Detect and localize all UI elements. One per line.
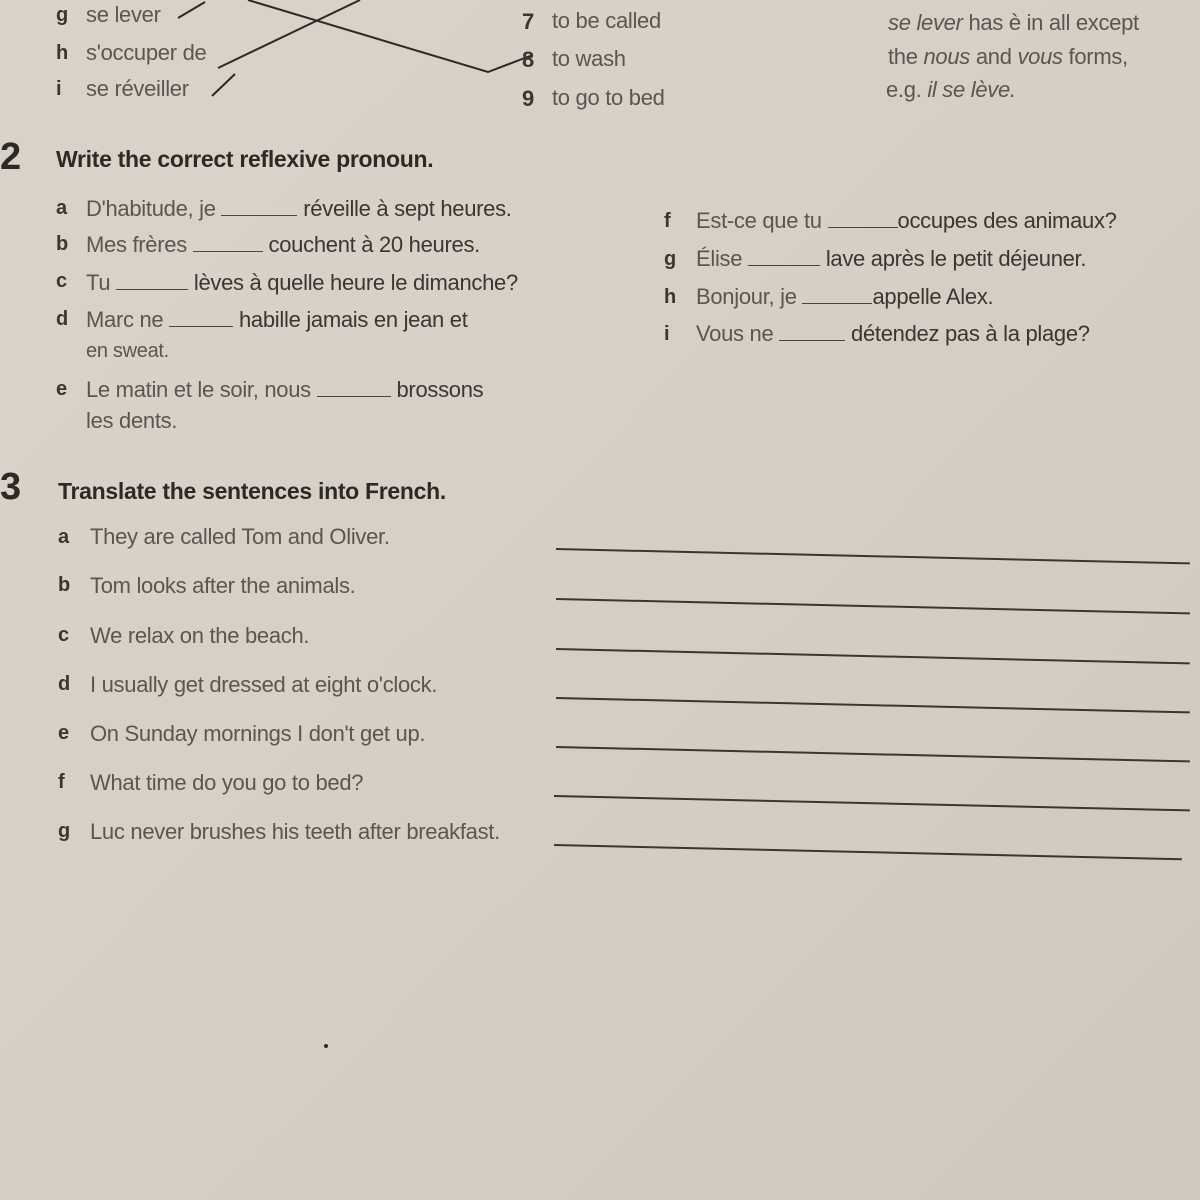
ex3-letter-e: e [58, 722, 70, 744]
ex3-text-d: I usually get dressed at eight o'clock. [90, 672, 438, 697]
ex2-blank-g[interactable] [748, 247, 820, 266]
ex2-letter-a: a [56, 197, 68, 219]
ex3-text-f: What time do you go to bed? [90, 770, 364, 795]
ex3-letter-b: b [58, 574, 71, 596]
grammar-note-line-3: e.g. il se lève. [886, 77, 1016, 102]
ex2-letter-g: g [664, 248, 677, 270]
ex3-text-g: Luc never brushes his teeth after breakfast. [90, 819, 500, 844]
ex2-item-d-line2: en sweat. [86, 340, 169, 362]
ex2-blank-a[interactable] [221, 197, 297, 216]
ex2-item-a: D'habitude, je réveille à sept heures. [86, 196, 512, 221]
ex3-text-a: They are called Tom and Oliver. [90, 524, 390, 549]
ex2-item-h: Bonjour, je appelle Alex. [696, 284, 994, 309]
ex2-letter-h: h [664, 286, 677, 308]
ex2-item-c: Tu lèves à quelle heure le dimanche? [86, 270, 518, 295]
ex3-letter-c: c [58, 624, 70, 646]
ex2-letter-b: b [56, 233, 69, 255]
match-right-num-7: 7 [522, 9, 535, 34]
ex2-item-e: Le matin et le soir, nous brossons [86, 377, 484, 402]
ex2-blank-c[interactable] [116, 271, 188, 290]
ex3-letter-f: f [58, 771, 65, 793]
grammar-note-line-1: se lever has è in all except [888, 10, 1139, 35]
ex2-blank-h[interactable] [802, 285, 872, 304]
ex2-item-d: Marc ne habille jamais en jean et [86, 307, 468, 332]
ex2-letter-e: e [56, 378, 68, 400]
match-right-text-9: to go to bed [552, 85, 665, 110]
match-right-num-9: 9 [522, 86, 535, 111]
ex2-blank-d[interactable] [169, 308, 233, 327]
ex3-text-e: On Sunday mornings I don't get up. [90, 721, 426, 746]
stray-ink-dot [324, 1044, 328, 1048]
ex3-letter-d: d [58, 673, 71, 695]
ex2-letter-i: i [664, 323, 670, 345]
exercise-2-title: Write the correct reflexive pronoun. [56, 146, 434, 172]
ex2-item-i: Vous ne détendez pas à la plage? [696, 321, 1090, 346]
ex3-letter-g: g [58, 820, 71, 842]
ex2-letter-f: f [664, 210, 671, 232]
ex3-text-c: We relax on the beach. [90, 623, 310, 648]
ex2-blank-f[interactable] [828, 209, 898, 228]
match-right-num-8: 8 [522, 47, 535, 72]
ex2-item-g: Élise lave après le petit déjeuner. [696, 246, 1087, 271]
match-right-text-7: to be called [552, 8, 661, 33]
ex3-letter-a: a [58, 526, 70, 548]
ex2-blank-i[interactable] [779, 322, 845, 341]
exercise-2-number: 2 [0, 136, 22, 178]
match-left-letter-g: g [56, 4, 69, 26]
match-left-text-i: se réveiller [86, 76, 189, 101]
ex3-text-b: Tom looks after the animals. [90, 573, 356, 598]
ex2-letter-c: c [56, 270, 68, 292]
exercise-3-number: 3 [0, 466, 22, 508]
ex2-item-b: Mes frères couchent à 20 heures. [86, 232, 480, 257]
match-left-letter-h: h [56, 42, 69, 64]
ex2-item-e-line2: les dents. [86, 408, 178, 433]
match-left-text-g: se lever [86, 2, 161, 27]
exercise-3-title: Translate the sentences into French. [58, 478, 446, 504]
match-right-text-8: to wash [552, 46, 626, 71]
ex2-letter-d: d [56, 308, 69, 330]
ex2-blank-b[interactable] [193, 233, 263, 252]
grammar-note-line-2: the nous and vous forms, [888, 44, 1128, 69]
match-left-letter-i: i [56, 78, 62, 100]
ex2-blank-e[interactable] [317, 378, 391, 397]
ex2-item-f: Est-ce que tu occupes des animaux? [696, 208, 1117, 233]
match-left-text-h: s'occuper de [86, 40, 207, 65]
